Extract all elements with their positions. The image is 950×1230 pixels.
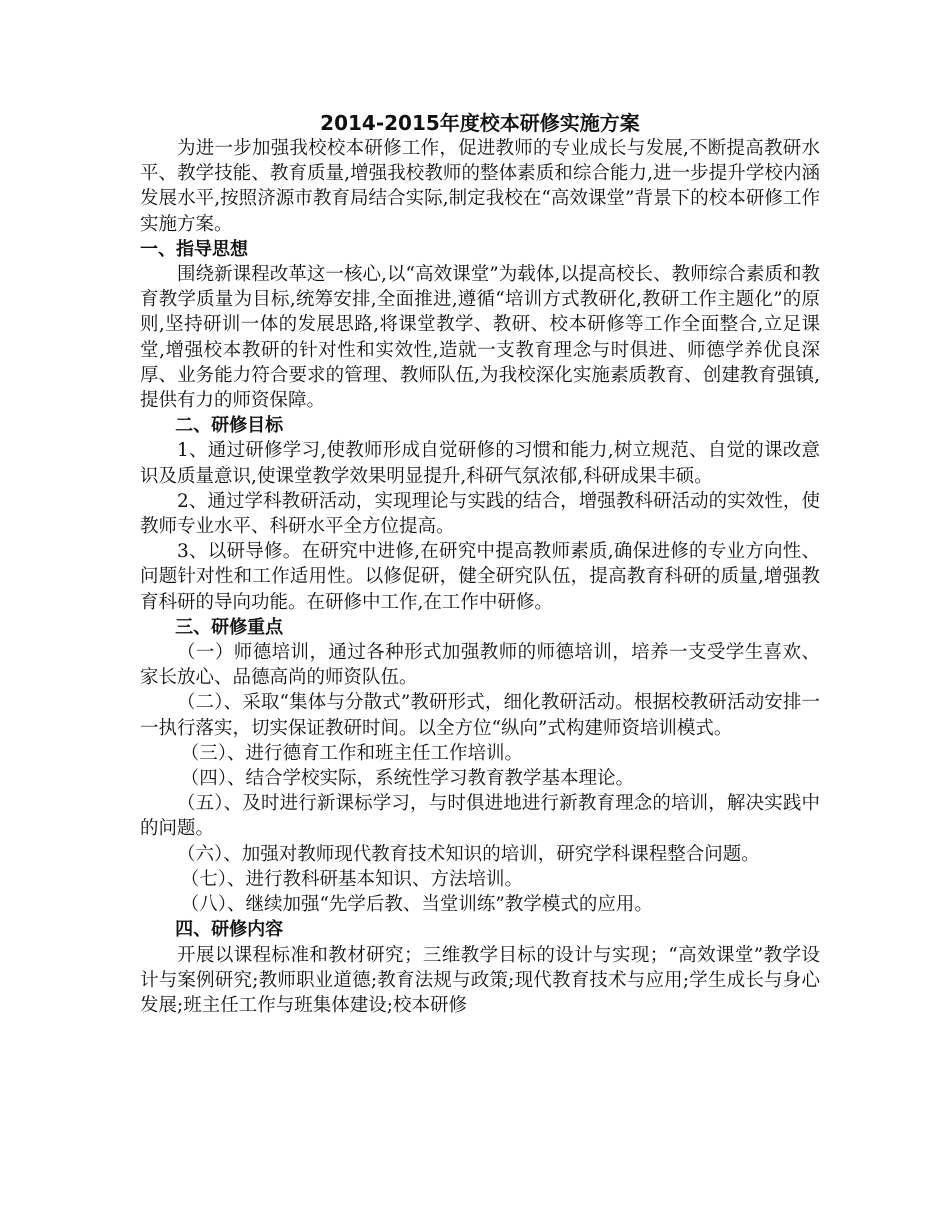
training-focus-item: （二）、采取“集体与分散式”教研形式，细化教研活动。根据校教研活动安排一一执行落实，切实保证教研时间。以全方位“纵向”式构建师资培训模式。 [140, 692, 820, 739]
guiding-ideology-paragraph: 围绕新课程改革这一核心,以“高效课堂”为载体,以提高校长、教师综合素质和教育教学质量为目标,统筹安排,全面推进,遵循“培训方式教研化,教研工作主题化”的原则,坚持研训一体的发展思路,将课堂教学、教研、校本研修等工作全面整合,立足课堂,增强校本教研的针对性和实效性,造就一支教育理念与时俱进、师德学养优良深厚、业务能力符合要求的管理、教师队伍,为我校深化实施素质教育、创建教育强镇,提供有力的师资保障。 [140, 264, 820, 412]
section-heading-training-focus: 三、研修重点 [175, 616, 284, 638]
document-title: 2014-2015年度校本研修实施方案 [320, 111, 640, 135]
training-focus-item: （一）师德培训，通过各种形式加强教师的师德培训，培养一支受学生喜欢、家长放心、品德高尚的师资队伍。 [140, 642, 820, 689]
training-goal-item: 3、以研导修。在研究中进修,在研究中提高教师素质,确保进修的专业方向性、问题针对性和工作适用性。以修促研，健全研究队伍，提高教育科研的质量,增强教育科研的导向功能。在研修中工作,在工作中研修。 [140, 541, 820, 613]
training-focus-item: （七）、进行教科研基本知识、方法培训。 [180, 868, 523, 890]
section-heading-training-content: 四、研修内容 [175, 919, 284, 941]
section-heading-training-goals: 二、研修目标 [175, 415, 284, 437]
training-goal-item: 1、通过研修学习,使教师形成自觉研修的习惯和能力,树立规范、自觉的课改意识及质量意识,使课堂教学效果明显提升,科研气氛浓郁,科研成果丰硕。 [140, 440, 820, 487]
document-page [140, 110, 820, 1018]
training-content-paragraph: 开展以课程标准和教材研究；三维教学目标的设计与实现；“高效课堂”教学设计与案例研究;教师职业道德;教育法规与政策;现代教育技术与应用;学生成长与身心发展;班主任工作与班集体建设;校本研修 [140, 944, 820, 1016]
intro-paragraph: 为进一步加强我校校本研修工作，促进教师的专业成长与发展,不断提高教研水平、教学技能、教育质量,增强我校教师的整体素质和综合能力,进一步提升学校内涵发展水平,按照济源市教育局结合实际,制定我校在“高效课堂”背景下的校本研修工作实施方案。 [140, 138, 820, 235]
training-goal-item: 2、通过学科教研活动，实现理论与实践的结合，增强教科研活动的实效性，使教师专业水平、科研水平全方位提高。 [140, 490, 820, 538]
section-heading-guiding-ideology: 一、指导思想 [140, 238, 248, 260]
training-focus-item: （五）、及时进行新课标学习，与时俱进地进行新教育理念的培训，解决实践中的问题。 [140, 793, 820, 840]
training-focus-item: （三）、进行德育工作和班主任工作培训。 [180, 742, 523, 764]
training-focus-item: （四）、结合学校实际，系统性学习教育教学基本理论。 [180, 768, 634, 790]
training-focus-item: （八）、继续加强“先学后教、当堂训练”教学模式的应用。 [180, 894, 653, 916]
training-focus-item: （六）、加强对教师现代教育技术知识的培训，研究学科课程整合问题。 [177, 843, 760, 865]
